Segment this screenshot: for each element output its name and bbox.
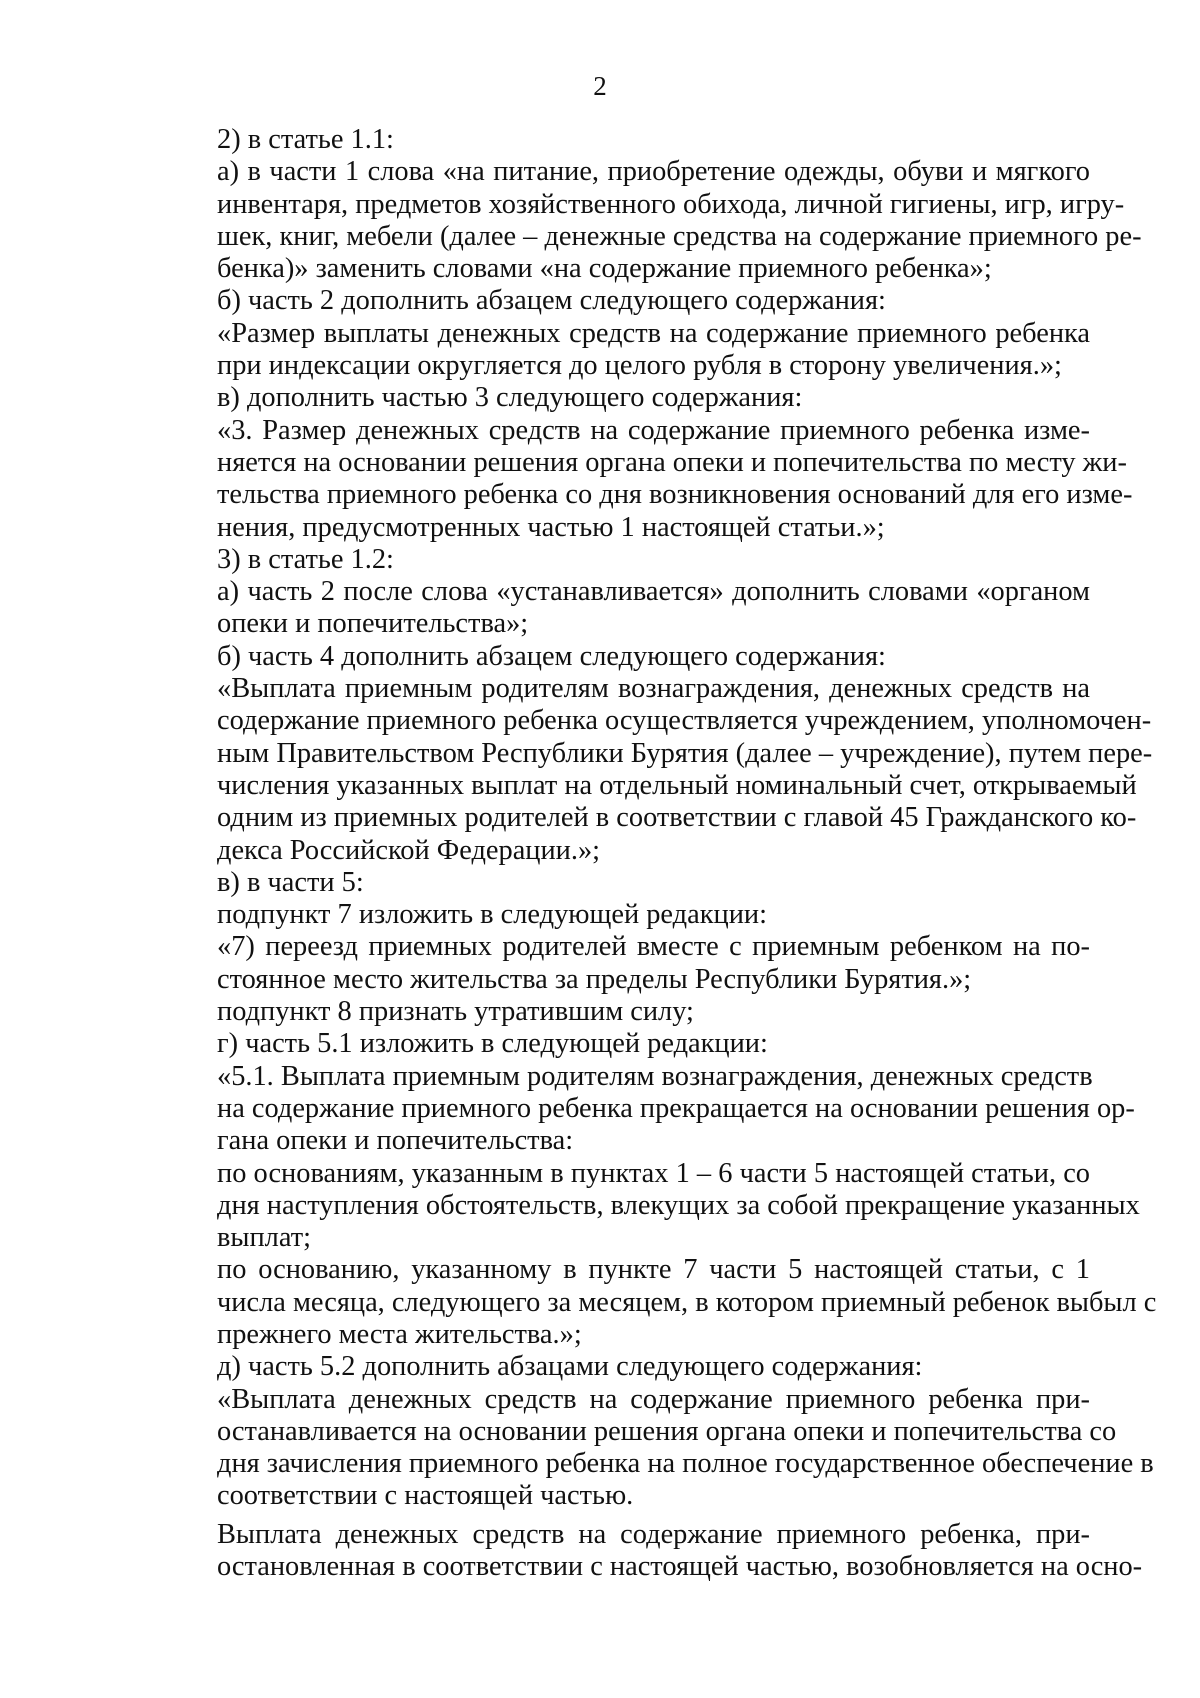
text-line: подпункт 8 признать утратившим силу; bbox=[217, 996, 694, 1028]
text-line: «Выплата денежных средств на содержание приемного ребенка при- bbox=[217, 1383, 1090, 1415]
paragraph bbox=[145, 899, 1090, 931]
text-line: выплат; bbox=[217, 1222, 312, 1254]
text-line: «Размер выплаты денежных средств на содержание приемного ребенка bbox=[217, 317, 1090, 349]
paragraph bbox=[145, 544, 1090, 576]
text-line: при индексации округляется до целого рубля в сторону увеличения.»; bbox=[217, 350, 1062, 382]
paragraph bbox=[145, 1383, 1154, 1513]
paragraph bbox=[145, 156, 1142, 285]
paragraph bbox=[145, 931, 1090, 996]
text-line: «5.1. Выплата приемным родителям вознаграждения, денежных средств bbox=[217, 1060, 1093, 1092]
text-line: прежнего места жительства.»; bbox=[217, 1318, 582, 1350]
text-line: «3. Размер денежных средств на содержание приемного ребенка изме- bbox=[217, 414, 1090, 446]
paragraph bbox=[145, 414, 1133, 544]
text-line: 3) в статье 1.2: bbox=[217, 543, 394, 575]
text-line: по основанию, указанному в пункте 7 части 5 настоящей статьи, с 1 bbox=[217, 1254, 1090, 1286]
text-line: инвентаря, предметов хозяйственного обихода, личной гигиены, игр, игру- bbox=[217, 188, 1125, 220]
paragraph bbox=[145, 673, 1153, 867]
paragraph bbox=[145, 382, 1090, 414]
text-line: а) часть 2 после слова «устанавливается» дополнить словами «органом bbox=[217, 576, 1090, 608]
paragraph bbox=[145, 867, 1090, 899]
text-line: нения, предусмотренных частью 1 настоящей статьи.»; bbox=[217, 511, 885, 543]
paragraph bbox=[145, 1060, 1135, 1158]
text-line: шек, книг, мебели (далее – денежные средства на содержание приемного ре- bbox=[217, 220, 1142, 252]
text-line: «7) переезд приемных родителей вместе с приемным ребенком на по- bbox=[217, 931, 1090, 963]
text-line: декса Российской Федерации.»; bbox=[217, 834, 601, 866]
paragraph bbox=[145, 1518, 1143, 1584]
page-number: 2 bbox=[593, 71, 607, 101]
paragraph bbox=[145, 1157, 1140, 1255]
text-line: «Выплата приемным родителям вознаграждения, денежных средств на bbox=[217, 673, 1090, 705]
text-line: д) часть 5.2 дополнить абзацами следующего содержания: bbox=[217, 1351, 923, 1383]
text-line: стоянное место жительства за пределы Республики Бурятия.»; bbox=[217, 963, 972, 995]
paragraph bbox=[145, 641, 1090, 673]
paragraph bbox=[145, 996, 1090, 1028]
text-line: числения указанных выплат на отдельный номинальный счет, открываемый bbox=[217, 769, 1137, 801]
text-line: б) часть 4 дополнить абзацем следующего содержания: bbox=[217, 640, 886, 672]
text-line: подпункт 7 изложить в следующей редакции: bbox=[217, 899, 767, 931]
text-line: числа месяца, следующего за месяцем, в котором приемный ребенок выбыл с bbox=[217, 1286, 1157, 1318]
text-line: соответствии с настоящей частью. bbox=[217, 1480, 634, 1512]
text-line: няется на основании решения органа опеки и попечительства по месту жи- bbox=[217, 446, 1127, 478]
text-line: останавливается на основании решения органа опеки и попечительства со bbox=[217, 1415, 1117, 1447]
text-line: г) часть 5.1 изложить в следующей редакции: bbox=[217, 1028, 768, 1060]
text-line: 2) в статье 1.1: bbox=[217, 124, 394, 155]
text-line: Выплата денежных средств на содержание приемного ребенка, при- bbox=[217, 1518, 1090, 1550]
text-line: ным Правительством Республики Бурятия (далее – учреждение), путем пере- bbox=[217, 737, 1153, 769]
text-line: тельства приемного ребенка со дня возникновения оснований для его изме- bbox=[217, 479, 1133, 511]
text-line: в) дополнить частью 3 следующего содержания: bbox=[217, 382, 803, 414]
paragraph bbox=[145, 1254, 1157, 1351]
paragraph bbox=[145, 1028, 1090, 1060]
paragraph bbox=[145, 124, 1090, 156]
document-body bbox=[145, 124, 1157, 1583]
text-line: опеки и попечительства»; bbox=[217, 608, 529, 640]
text-line: дня наступления обстоятельств, влекущих за собой прекращение указанных bbox=[217, 1189, 1140, 1221]
paragraph bbox=[145, 1351, 1090, 1383]
text-line: бенка)» заменить словами «на содержание приемного ребенка»; bbox=[217, 253, 992, 285]
paragraph bbox=[145, 576, 1090, 641]
text-line: одним из приемных родителей в соответствии с главой 45 Гражданского ко- bbox=[217, 802, 1137, 834]
text-line: дня зачисления приемного ребенка на полное государственное обеспечение в bbox=[217, 1448, 1154, 1480]
paragraph bbox=[145, 285, 1090, 317]
text-line: остановленная в соответствии с настоящей частью, возобновляется на осно- bbox=[217, 1551, 1143, 1583]
text-line: гана опеки и попечительства: bbox=[217, 1125, 574, 1157]
text-line: содержание приемного ребенка осуществляется учреждением, уполномочен- bbox=[217, 705, 1152, 737]
paragraph bbox=[145, 318, 1090, 383]
text-line: по основаниям, указанным в пунктах 1 – 6 части 5 настоящей статьи, со bbox=[217, 1157, 1090, 1189]
text-line: б) часть 2 дополнить абзацем следующего содержания: bbox=[217, 285, 886, 317]
text-line: а) в части 1 слова «на питание, приобретение одежды, обуви и мягкого bbox=[217, 156, 1090, 188]
text-line: в) в части 5: bbox=[217, 866, 364, 898]
text-line: на содержание приемного ребенка прекращается на основании решения ор- bbox=[217, 1092, 1135, 1124]
